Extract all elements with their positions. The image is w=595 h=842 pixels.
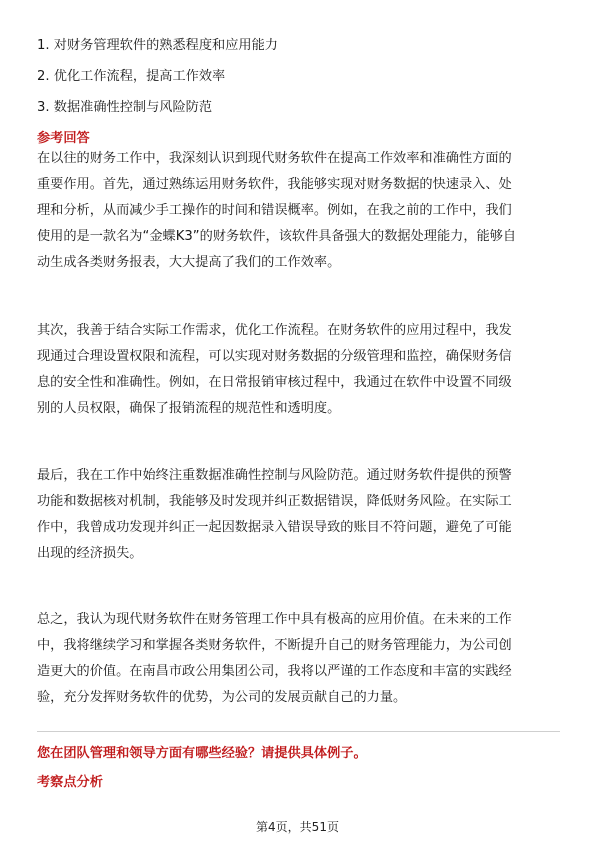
text-line: 造更大的价值。在南昌市政公用集团公司，我将以严谨的工作态度和丰富的实践经 <box>37 664 512 679</box>
text-line: 动生成各类财务报表，大大提高了我们的工作效率。 <box>37 255 341 270</box>
text-line: 验，充分发挥财务软件的优势，为公司的发展贡献自己的力量。 <box>37 690 407 705</box>
answer-heading: 参考回答 <box>37 131 90 146</box>
text-line: 中，我将继续学习和掌握各类财务软件，不断提升自己的财务管理能力，为公司创 <box>37 638 512 653</box>
section-divider <box>37 731 560 732</box>
answer-paragraph <box>37 318 560 422</box>
text-line: 总之，我认为现代财务软件在财务管理工作中具有极高的应用价值。在未来的工作 <box>37 612 512 627</box>
text-line: 使用的是一款名为“金蝶K3”的财务软件，该软件具备强大的数据处理能力，能够自 <box>37 229 517 244</box>
text-line: 最后，我在工作中始终注重数据准确性控制与风险防范。通过财务软件提供的预警 <box>37 468 512 483</box>
text-line: 功能和数据核对机制，我能够及时发现并纠正数据错误，降低财务风险。在实际工 <box>37 494 512 509</box>
text-line: 重要作用。首先，通过熟练运用财务软件，我能够实现对财务数据的快速录入、处 <box>37 177 512 192</box>
answer-paragraph <box>37 146 560 276</box>
text-line: 息的安全性和准确性。例如，在日常报销审核过程中，我通过在软件中设置不同级 <box>37 375 512 390</box>
page-number: 第4页，共51页 <box>256 820 339 834</box>
list-item: 2. 优化工作流程，提高工作效率 <box>37 69 226 84</box>
text-line: 别的人员权限，确保了报销流程的规范性和透明度。 <box>37 401 341 416</box>
text-line: 其次，我善于结合实际工作需求，优化工作流程。在财务软件的应用过程中，我发 <box>37 323 512 338</box>
text-line: 作中，我曾成功发现并纠正一起因数据录入错误导致的账目不符问题，避免了可能 <box>37 520 512 535</box>
answer-paragraph <box>37 463 560 567</box>
answer-paragraph <box>37 607 560 711</box>
text-line: 现通过合理设置权限和流程，可以实现对财务数据的分级管理和监控，确保财务信 <box>37 349 512 364</box>
question-heading: 您在团队管理和领导方面有哪些经验？请提供具体例子。 <box>37 746 367 761</box>
text-line: 在以往的财务工作中，我深刻认识到现代财务软件在提高工作效率和准确性方面的 <box>37 151 512 166</box>
analysis-heading: 考察点分析 <box>37 775 103 790</box>
list-item: 1. 对财务管理软件的熟悉程度和应用能力 <box>37 38 278 53</box>
text-line: 出现的经济损失。 <box>37 546 143 561</box>
text-line: 理和分析，从而减少手工操作的时间和错误概率。例如，在我之前的工作中，我们 <box>37 203 512 218</box>
list-item: 3. 数据准确性控制与风险防范 <box>37 100 213 115</box>
